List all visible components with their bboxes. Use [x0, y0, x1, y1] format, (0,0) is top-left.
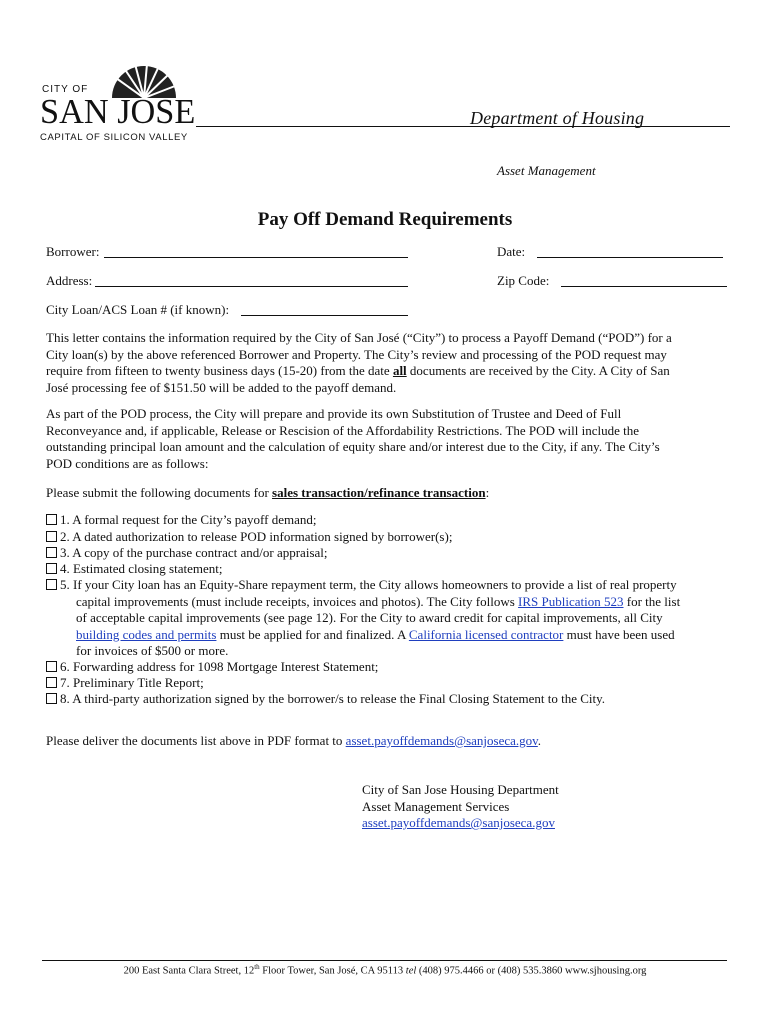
checklist-item-3[interactable]: 3. A copy of the purchase contract and/or appraisal;: [46, 545, 730, 562]
checkbox-icon[interactable]: [46, 693, 57, 704]
checklist-item-4[interactable]: 4. Estimated closing statement;: [46, 561, 730, 578]
intro-paragraph: [46, 330, 736, 396]
loan-field[interactable]: [46, 302, 229, 319]
page-title: Pay Off Demand Requirements: [257, 209, 513, 230]
checkbox-icon[interactable]: [46, 547, 57, 558]
date-field[interactable]: [497, 244, 525, 261]
intro-line-4: José processing fee of $151.50 will be added to the payoff demand.: [46, 379, 397, 395]
intro-line-2: City loan(s) by the above referenced Borrower and Property. The City’s review and processing of the POD request may: [46, 346, 667, 362]
licensed-contractor-link[interactable]: California licensed contractor: [408, 626, 564, 642]
checklist-item-7[interactable]: 7. Preliminary Title Report;: [46, 675, 730, 692]
loan-line[interactable]: [241, 315, 408, 316]
address-label: Address:: [46, 273, 93, 288]
logo-name: SAN JOSE: [40, 92, 196, 131]
zip-line[interactable]: [561, 286, 727, 287]
signature-block: [362, 782, 559, 832]
checkbox-icon[interactable]: [46, 661, 57, 672]
date-label: Date:: [497, 244, 526, 259]
date-line[interactable]: [537, 257, 723, 258]
payoff-email-link[interactable]: asset.payoffdemands@sanjoseca.gov: [345, 733, 538, 748]
borrower-line[interactable]: [104, 257, 408, 258]
city-logo: [40, 56, 200, 146]
logo-tagline: CAPITAL OF SILICON VALLEY: [40, 132, 188, 143]
zip-field[interactable]: [497, 273, 549, 290]
zip-label: Zip Code:: [497, 273, 550, 288]
department-name: Department of Housing: [470, 108, 645, 128]
process-paragraph: [46, 406, 736, 472]
division-name: Asset Management: [497, 163, 596, 178]
process-line-1: As part of the POD process, the City will prepare and provide its own Substitution of Trustee and Deed of Full: [46, 406, 622, 421]
loan-label: City Loan/ACS Loan # (if known):: [46, 302, 230, 317]
process-line-4: POD conditions are as follows:: [46, 455, 209, 471]
address-field[interactable]: [46, 273, 92, 290]
process-line-2: Reconveyance and, if applicable, Release or Rescision of the Affordability Restrictions. The POD will include the: [46, 422, 640, 438]
building-codes-link[interactable]: building codes and permits: [76, 626, 217, 642]
checklist-item-2[interactable]: 2. A dated authorization to release POD information signed by borrower(s);: [46, 529, 730, 546]
logo-city-of: CITY OF: [42, 84, 89, 95]
checklist-item-1[interactable]: 1. A formal request for the City’s payoff demand;: [46, 512, 730, 529]
submit-instructions: Please submit the following documents for sales transaction/refinance transaction:: [46, 485, 490, 500]
address-line[interactable]: [95, 286, 408, 287]
process-line-3: outstanding principal loan amount and the calculation of equity share and/or interest due to the City, if any. The City’s: [46, 439, 660, 454]
deliver-instructions: Please deliver the documents list above in PDF format to asset.payoffdemands@sanjoseca.gov.: [46, 733, 542, 748]
irs-publication-link[interactable]: IRS Publication 523: [518, 593, 624, 609]
intro-line-1: This letter contains the information required by the City of San José (“City”) to process a Payoff Demand (“POD”) for a: [46, 330, 672, 345]
checklist-item-5[interactable]: 5. If your City loan has an Equity-Share repayment term, the City allows homeowners to provide a list of real property capital improvements (must include receipts, invoices and photos). The City follows IRS Publication 523 for the list of acceptable capital improvements (see page 12). For the City to award credit for capital improvements, all City building codes and permits must be applied for and finalized. A California licensed contractor must have been used for invoices of $500 or more.: [46, 577, 730, 660]
checklist-item-6[interactable]: 6. Forwarding address for 1098 Mortgage Interest Statement;: [46, 659, 730, 676]
checklist-item-8[interactable]: 8. A third-party authorization signed by the borrower/s to release the Final Closing Statement to the City.: [46, 691, 730, 708]
checkbox-icon[interactable]: [46, 579, 57, 590]
footer-rule: [42, 960, 727, 961]
checkbox-icon[interactable]: [46, 531, 57, 542]
checkbox-icon[interactable]: [46, 677, 57, 688]
signature-line-2: Asset Management Services: [362, 798, 510, 814]
checkbox-icon[interactable]: [46, 514, 57, 525]
borrower-field[interactable]: [46, 244, 99, 261]
borrower-label: Borrower:: [46, 244, 100, 259]
header-rule: [196, 126, 730, 127]
footer-address: 200 East Santa Clara Street, 12th Floor Tower, San José, CA 95113 tel (408) 975.4466 or (408) 535.3860 www.sjhousing.org: [123, 963, 647, 977]
signature-email-link[interactable]: asset.payoffdemands@sanjoseca.gov: [362, 815, 555, 830]
checkbox-icon[interactable]: [46, 563, 57, 574]
signature-line-1: City of San Jose Housing Department: [362, 782, 559, 797]
intro-line-3: require from fifteen to twenty business days (15-20) from the date all documents are received by the City. A City of San: [46, 363, 670, 378]
